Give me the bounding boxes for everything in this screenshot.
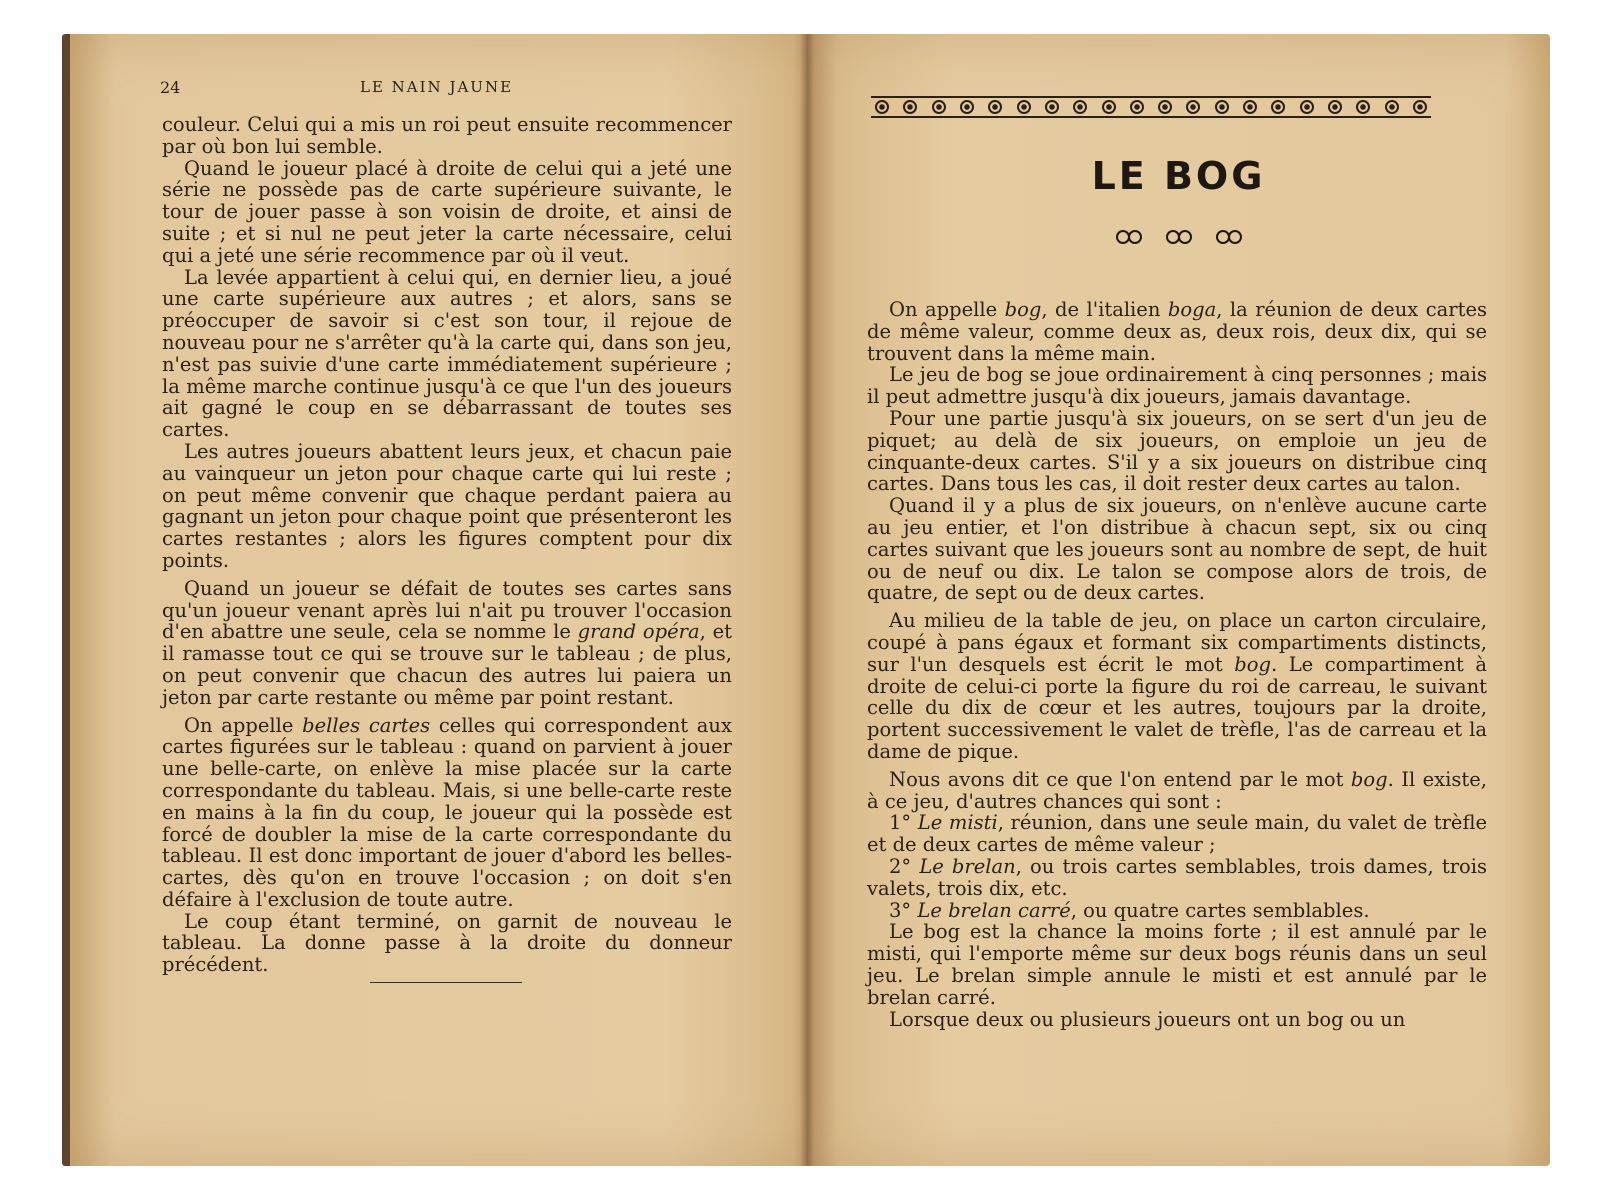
paragraph: Pour une partie jusqu'à six joueurs, on se sert d'un jeu de piquet; au delà de six joueurs, on emploie un jeu de cinquante-deux cartes. S'il y a six joueurs on distribue cinq cartes. Dans tous les cas, il doit rester deux cartes au talon. bbox=[867, 406, 1487, 496]
paragraph-definition bbox=[867, 299, 1487, 364]
list-number: 1° bbox=[889, 811, 912, 835]
paragraph: Les autres joueurs abattent leurs jeux, et chacun paie au vainqueur un jeton pour chaque carte qui lui reste ; on peut même convenir que chaque perdant paiera au gagnant un jeton pour chaque point que présenteront les cartes restantes ; alors les figures comptent pour dix points. bbox=[162, 439, 732, 572]
text-run: celles qui correspondent aux cartes figurées sur le tableau : quand on parvient à jouer une belle-carte, on enlève la mise placée sur la carte correspondante du tableau. Mais, si une belle-carte reste en mains à la fin du coup, le joueur qui la possède est forcé de doubler la mise de la carte correspondante du tableau. Il est donc important de jouer d'abord les belles-cartes, dès qu'on en trouve l'occasion ; on doit s'en défaire à l'exclusion de toute autre. bbox=[162, 713, 732, 911]
paragraph-belles-cartes bbox=[162, 715, 732, 911]
page-number: 24 bbox=[160, 78, 181, 97]
ornament-band bbox=[871, 96, 1431, 118]
italic-term: bog bbox=[1004, 298, 1042, 321]
left-page bbox=[62, 34, 815, 1166]
text-run: , la réunion de deux cartes de même valeur, comme deux as, deux rois, deux dix, qui se trouvent dans la même main. bbox=[867, 298, 1488, 365]
text-run: On appelle bbox=[184, 713, 303, 737]
paragraph: Quand il y a plus de six joueurs, on n'enlève aucune carte au jeu entier, et l'on distribue à chacun sept, six ou cinq cartes suivant que les joueurs sont au nombre de sept, de huit ou de neuf ou dix. Le talon se compose alors de trois, de quatre, de sept ou de deux cartes. bbox=[867, 494, 1487, 605]
text-run: , ou quatre cartes semblables. bbox=[1070, 898, 1370, 922]
paragraph-grand-opera bbox=[162, 578, 732, 709]
text-run: , de l'italien bbox=[1041, 298, 1168, 321]
italic-term: bog bbox=[1234, 652, 1271, 676]
text-run: . Le compartiment à droite de celui-ci porte la figure du roi de carreau, le suivant celle du dix de cœur et les autres, toujours par la droite, portent successivement le valet de trèfle, l'as de carreau et la dame de pique. bbox=[867, 652, 1487, 763]
paragraph: Lorsque deux ou plusieurs joueurs ont un bog ou un bbox=[889, 1007, 1406, 1031]
paragraph: Quand le joueur placé à droite de celui qui a jeté une série ne possède pas de carte supérieure suivante, le tour de jouer passe à son voisin de droite, et ainsi de suite ; et si nul ne peut jeter la carte nécessaire, celui qui a jeté une série recommence par où il veut. bbox=[162, 156, 732, 267]
left-page-text bbox=[162, 114, 732, 976]
italic-term: boga bbox=[1167, 298, 1217, 321]
fleuron-icon bbox=[1114, 230, 1144, 244]
text-run: , réunion, dans une seule main, du valet de trèfle et de deux cartes de même valeur ; bbox=[867, 811, 1488, 857]
italic-term: belles cartes bbox=[302, 713, 431, 737]
paragraph: couleur. Celui qui a mis un roi peut ensuite recommencer par où bon lui semble. bbox=[162, 113, 732, 158]
fleuron-ornament bbox=[807, 230, 1550, 244]
list-item bbox=[867, 856, 1487, 900]
book-gutter bbox=[800, 34, 814, 1166]
text-run: Nous avons dit ce que l'on entend par le mot bbox=[889, 767, 1351, 791]
end-rule bbox=[370, 982, 522, 983]
text-run: Au milieu de la table de jeu, on place un carton circulaire, coupé à pans égaux et formant six compartiments distincts, sur l'un desquels est écrit le mot bbox=[867, 609, 1487, 676]
italic-term: bog bbox=[1350, 767, 1388, 791]
italic-term: Le brelan bbox=[919, 854, 1016, 878]
open-book bbox=[62, 34, 1550, 1166]
paragraph: Le bog est la chance la moins forte ; il est annulé par le misti, qui l'emporte même sur deux bogs réunis dans un seul jeu. Le brelan simple annule le misti et est annulé par le brelan carré. bbox=[867, 920, 1487, 1009]
text-run: . Il existe, à ce jeu, d'autres chances qui sont : bbox=[867, 767, 1487, 813]
italic-term: Le brelan carré bbox=[917, 898, 1071, 922]
list-number: 2° bbox=[889, 854, 912, 878]
list-number: 3° bbox=[889, 898, 912, 922]
text-run: Quand un joueur se défait de toutes ses cartes sans qu'un joueur venant après lui n'ait pu trouver l'occasion d'en abattre une seule, cela se nomme le bbox=[162, 576, 732, 644]
right-page bbox=[807, 34, 1550, 1166]
text-run: , ou trois cartes semblables, trois dames, trois valets, trois dix, etc. bbox=[867, 854, 1487, 900]
list-item bbox=[867, 900, 1487, 922]
italic-term: grand opéra bbox=[577, 620, 700, 644]
right-page-text bbox=[867, 299, 1487, 1030]
text-run: On appelle bbox=[889, 298, 1005, 321]
paragraph: La levée appartient à celui qui, en dernier lieu, a joué une carte supérieure aux autres ; et alors, sans se préoccuper de savoir si c'est son tour, il rejoue de nouveau pour ne s'arrêter qu'à la carte qui, dans son jeu, n'est pas suivie d'une carte immédiatement supérieure ; la même marche continue jusqu'à ce que l'un des joueurs ait gagné le coup en se débarrassant de toutes ses cartes. bbox=[162, 265, 732, 442]
paragraph-table bbox=[867, 610, 1487, 763]
chapter-title: LE BOG bbox=[1091, 154, 1266, 198]
fleuron-icon bbox=[1164, 230, 1194, 244]
italic-term: Le misti bbox=[917, 811, 998, 835]
running-title: LE NAIN JAUNE bbox=[360, 78, 514, 96]
list-item bbox=[867, 812, 1487, 856]
paragraph: Le coup étant terminé, on garnit de nouveau le tableau. La donne passe à la droite du donneur précédent. bbox=[162, 909, 732, 977]
paragraph-chances bbox=[867, 769, 1487, 813]
paragraph: Le jeu de bog se joue ordinairement à cinq personnes ; mais il peut admettre jusqu'à dix joueurs, jamais davantage. bbox=[867, 363, 1487, 409]
text-run: , et il ramasse tout ce qui se trouve sur le tableau ; de plus, on peut convenir que chacun des autres lui paiera un jeton par carte restante ou même par point restant. bbox=[162, 620, 732, 709]
fleuron-icon bbox=[1214, 230, 1244, 244]
